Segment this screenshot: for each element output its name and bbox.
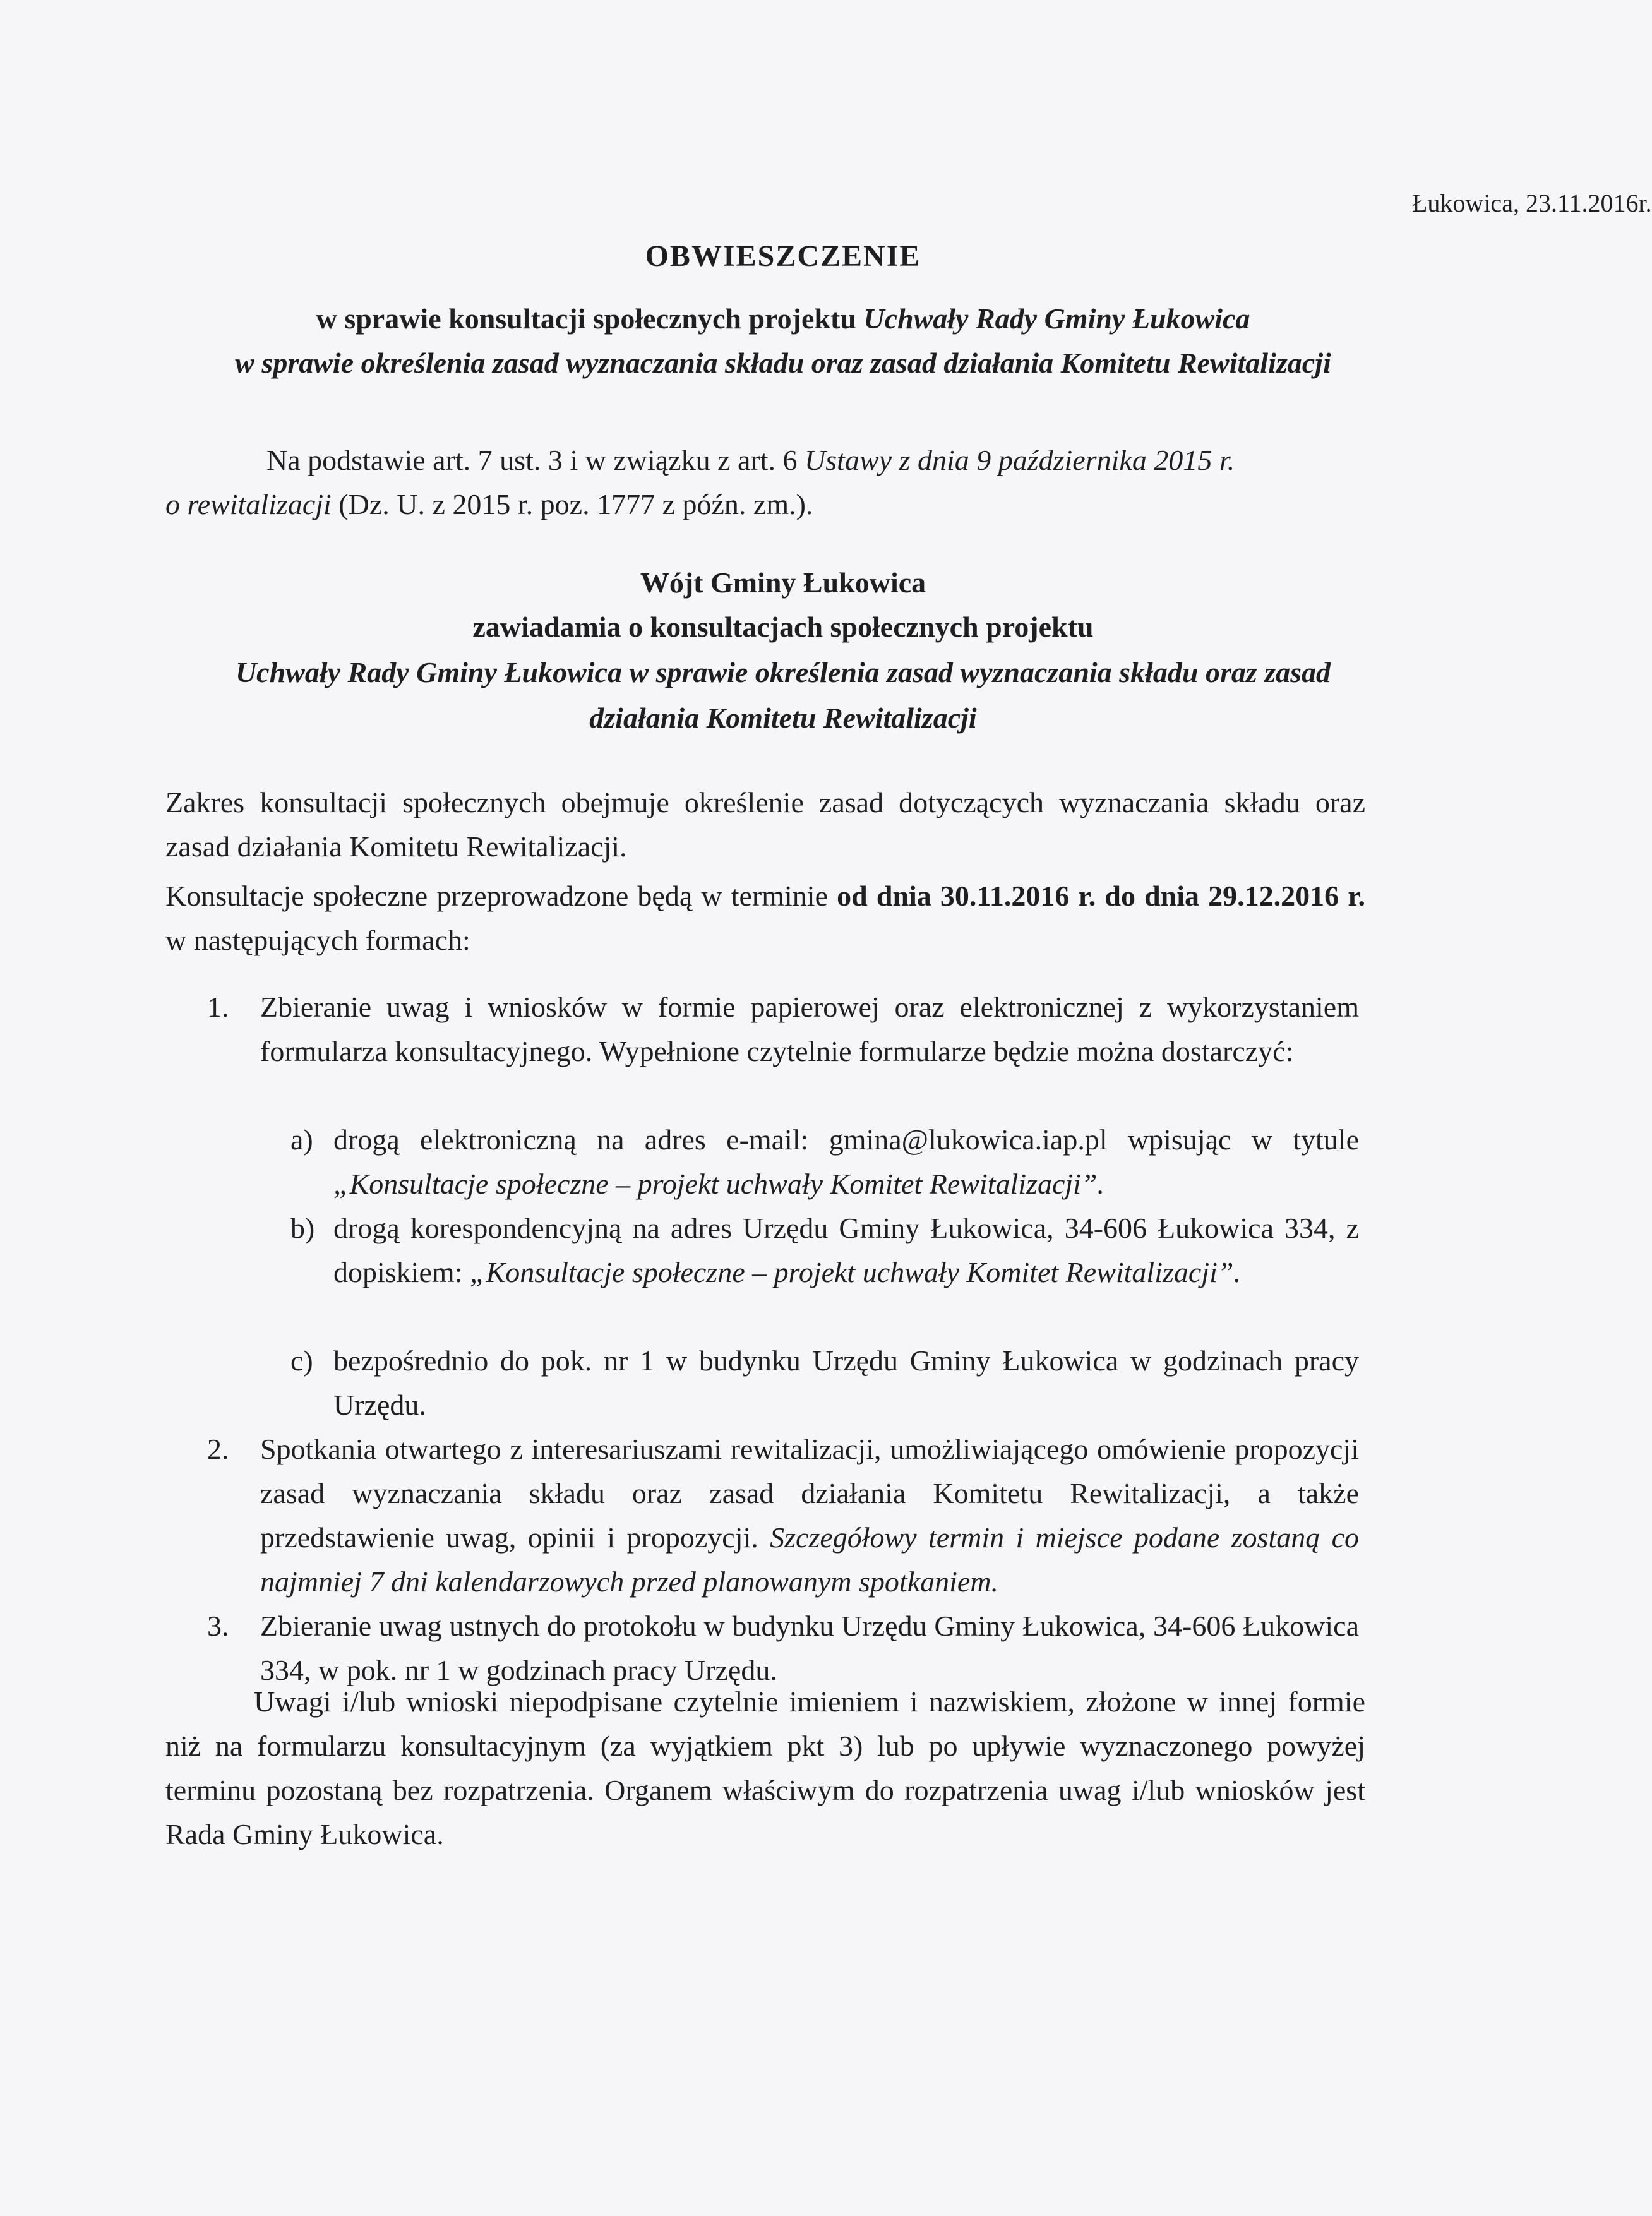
legal-basis-part2: (Dz. U. z 2015 r. poz. 1777 z późn. zm.).: [331, 488, 813, 520]
list-item-2-italic: Szczegółowy termin i miejsce podane zostaną co najmniej 7 dni kalendarzowych przed planowanym spotkaniem.: [260, 1521, 1359, 1598]
legal-basis-act: Ustawy z dnia 9 października 2015 r.: [805, 444, 1235, 476]
announcement-resolution-line-2: działania Komitetu Rewitalizacji: [589, 702, 977, 734]
list-item-1-text: Zbieranie uwag i wniosków w formie papierowej oraz elektronicznej z wykorzystaniem formularza konsultacyjnego. Wypełnione czytelnie formularze będzie można dostarczyć:: [260, 991, 1359, 1067]
term-post: w następujących formach:: [165, 924, 470, 956]
subtitle-line-1-italic: Uchwały Rady Gminy Łukowica: [863, 302, 1250, 335]
term-pre: Konsultacje społeczne przeprowadzone będą w terminie: [165, 880, 837, 912]
sub-item-b-italic: „Konsultacje społeczne – projekt uchwały Komitet Rewitalizacji”.: [469, 1256, 1241, 1288]
subtitle-line-1-plain: w sprawie konsultacji społecznych projektu: [316, 302, 864, 335]
subtitle-line-2: w sprawie określenia zasad wyznaczania składu oraz zasad działania Komitetu Rewitalizacji: [235, 347, 1331, 379]
sub-item-b-letter: b): [290, 1212, 315, 1244]
announcement-author: Wójt Gminy Łukowica: [640, 566, 926, 599]
list-item-1-number: 1.: [207, 991, 229, 1023]
sub-item-a-plain: drogą elektroniczną na adres e-mail: gmina@lukowica.iap.pl wpisując w tytule: [333, 1123, 1359, 1156]
list-item-3-number: 3.: [207, 1610, 229, 1642]
term-dates: od dnia 30.11.2016 r. do dnia 29.12.2016 r.: [837, 880, 1365, 912]
sub-item-b-text: [333, 1206, 1359, 1295]
list-item-2-text: [260, 1427, 1359, 1604]
sub-item-b-plain: drogą korespondencyjną na adres Urzędu Gminy Łukowica, 34-606 Łukowica 334, z dopiskiem:: [333, 1212, 1359, 1288]
legal-basis-act-title: o rewitalizacji: [165, 488, 332, 520]
legal-basis: [165, 438, 1365, 527]
term-paragraph: [165, 874, 1365, 962]
document-date: Łukowica, 23.11.2016r.: [1412, 189, 1652, 217]
scope-paragraph: Zakres konsultacji społecznych obejmuje określenie zasad dotyczących wyznaczania składu oraz zasad działania Komitetu Rewitalizacji.: [165, 786, 1365, 863]
sub-item-a-letter: a): [290, 1123, 313, 1156]
sub-item-c-letter: c): [290, 1345, 313, 1377]
closing-paragraph: Uwagi i/lub wnioski niepodpisane czytelnie imieniem i nazwiskiem, złożone w innej formie niż na formularzu konsultacyjnym (za wyjątkiem pkt 3) lub po upływie wyznaczonego powyżej terminu pozostaną bez rozpatrzenia. Organem właściwym do rozpatrzenia uwag i/lub wniosków jest Rada Gminy Łukowica.: [165, 1686, 1365, 1850]
list-item-2-number: 2.: [207, 1433, 229, 1465]
sub-item-c-text: bezpośrednio do pok. nr 1 w budynku Urzędu Gminy Łukowica w godzinach pracy Urzędu.: [333, 1345, 1359, 1421]
document-title: OBWIESZCZENIE: [645, 239, 921, 273]
list-item-2-plain: Spotkania otwartego z interesariuszami rewitalizacji, umożliwiającego omówienie propozycji zasad wyznaczania składu oraz zasad działania Komitetu Rewitalizacji, a także przedstawienie uwag, opinii i propozycji.: [260, 1433, 1359, 1554]
announcement-subject: zawiadamia o konsultacjach społecznych projektu: [472, 611, 1094, 643]
announcement-resolution-line-1: Uchwały Rady Gminy Łukowica w sprawie określenia zasad wyznaczania składu oraz zasad: [235, 656, 1331, 688]
subtitle-line-1: [0, 302, 1566, 335]
list-item-3-text: Zbieranie uwag ustnych do protokołu w budynku Urzędu Gminy Łukowica, 34-606 Łukowica 334, w pok. nr 1 w godzinach pracy Urzędu.: [260, 1610, 1359, 1686]
sub-item-a-text: [333, 1118, 1359, 1206]
legal-basis-part1: Na podstawie art. 7 ust. 3 i w związku z art. 6: [266, 444, 805, 476]
sub-item-a-italic: „Konsultacje społeczne – projekt uchwały Komitet Rewitalizacji”.: [333, 1168, 1104, 1200]
